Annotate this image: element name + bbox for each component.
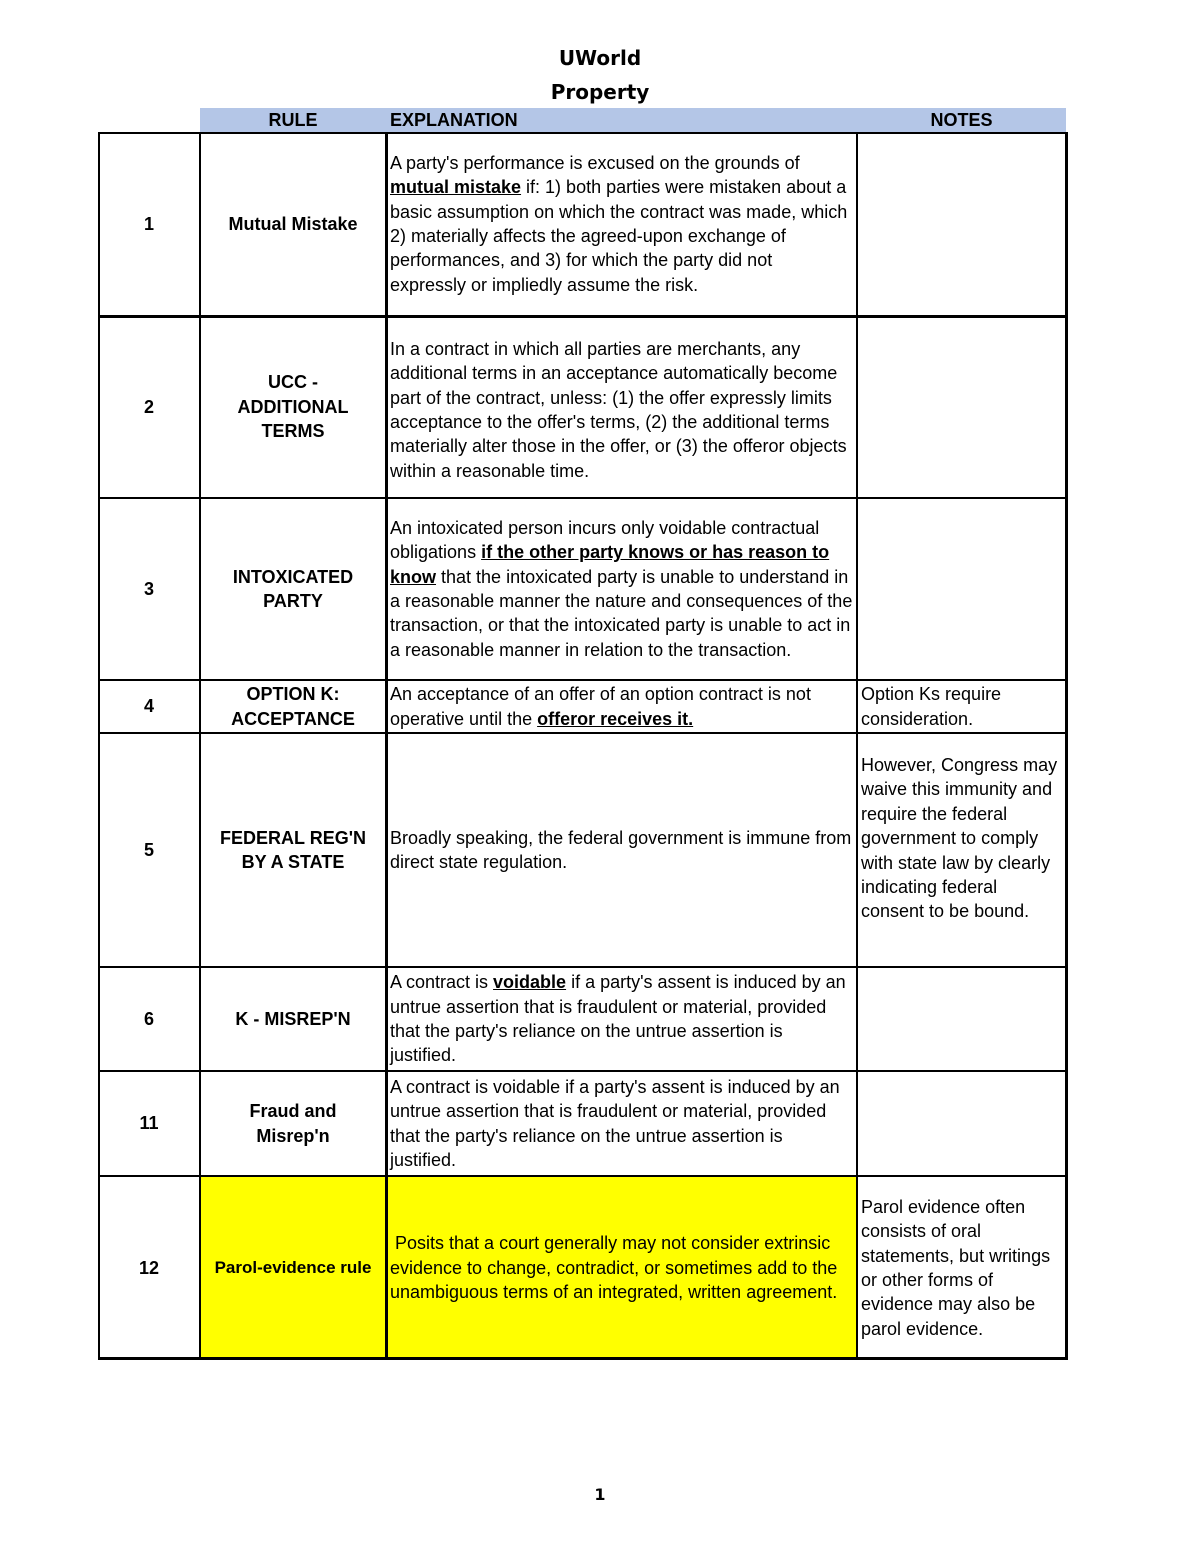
header-explanation: EXPLANATION (386, 108, 857, 132)
row-5-explanation: Broadly speaking, the federal government is immune from direct state regulation. (390, 827, 852, 872)
row-divider-5 (98, 966, 1068, 968)
row-2-number: 2 (143, 396, 154, 417)
row-1-explanation: A party's performance is excused on the grounds of mutual mistake if: 1) both parties were mistaken about a basic assumption on which the contract was made, which 2) materially affects the agreed-upon exchange of performances, and 3) for which the party did not expressly or impliedly assume the risk. (390, 152, 848, 295)
row-3-explanation: An intoxicated person incurs only voidable contractual obligations if the other party knows or has reason to know that the intoxicated party is unable to understand in a reasonable manner the nature and consequences of the transaction, or that the intoxicated party is unable to act in a reasonable manner in relation to the transaction. (390, 517, 853, 660)
row-12-rule: Parol-evidence rule (214, 1257, 372, 1277)
row-divider-7 (98, 1175, 1068, 1177)
row-12-explanation: Posits that a court generally may not consider extrinsic evidence to change, contradict, or sometimes add to the unambiguous terms of an integrated, written agreement. (390, 1233, 843, 1303)
row-12-notes: Parol evidence often consists of oral statements, but writings or other forms of evidence may also be parol evidence. (861, 1196, 1051, 1339)
rules-table (98, 132, 1068, 1360)
document-title: UWorld (558, 46, 642, 70)
row-11-rule: Fraud and Misrep'n (249, 1101, 337, 1146)
table-border-top (98, 132, 1068, 134)
row-2-rule: UCC - ADDITIONAL TERMS (237, 372, 349, 442)
row-3-rule: INTOXICATED PARTY (232, 566, 354, 611)
row-1-emphasis: mutual mistake (390, 177, 522, 198)
row-11-explanation: A contract is voidable if a party's assent is induced by an untrue assertion that is fraudulent or material, provided that the party's reliance on the untrue assertion is justified. (390, 1076, 840, 1170)
row-1-notes (857, 132, 1066, 316)
row-12-number: 12 (138, 1257, 160, 1278)
row-2-explanation: In a contract in which all parties are merchants, any additional terms in an acceptance automatically become part of the contract, unless: (1) the offer expressly limits acceptance to the offer's terms, (2) the additional terms materially alter those in the offer, or (3) the offeror objects within a reasonable time. (390, 338, 847, 481)
row-1-rule: Mutual Mistake (228, 213, 358, 234)
row-1-number: 1 (143, 213, 154, 234)
row-6-explanation: A contract is voidable if a party's assent is induced by an untrue assertion that is fraudulent or material, provided that the party's reliance on the untrue assertion is justified. (390, 972, 846, 1066)
row-divider-3 (98, 679, 1068, 681)
table-border-bottom (98, 1357, 1068, 1360)
row-divider-6 (98, 1070, 1068, 1072)
row-5-rule: FEDERAL REG'N BY A STATE (220, 827, 366, 872)
document-subtitle: Property (550, 80, 650, 104)
row-11-number: 11 (139, 1113, 159, 1134)
row-4-emphasis: offeror receives it. (537, 708, 694, 729)
row-3-number: 3 (143, 578, 154, 599)
row-4-rule: OPTION K: ACCEPTANCE (231, 684, 355, 729)
row-4-number: 4 (143, 696, 154, 717)
row-6-notes (857, 967, 1066, 1071)
row-divider-4 (98, 732, 1068, 734)
row-6-rule: K - MISREP'N (235, 1008, 351, 1029)
row-3-notes (857, 498, 1066, 680)
row-2-notes (857, 316, 1066, 498)
row-3-emphasis: if the other party knows or has reason to know (390, 542, 830, 587)
row-divider-1 (98, 315, 1068, 318)
row-4-notes: Option Ks require consideration. (861, 684, 1002, 729)
row-5-notes: However, Congress may waive this immunity and require the federal government to comply with state law by clearly indicating federal consent to be bound. (861, 755, 1058, 922)
row-4-explanation: An acceptance of an offer of an option contract is not operative until the offeror receives it. (390, 684, 811, 729)
header-rule: RULE (200, 108, 386, 132)
header-notes: NOTES (857, 108, 1066, 132)
page-number: 1 (594, 1485, 606, 1504)
row-5-number: 5 (143, 839, 154, 860)
row-6-emphasis: voidable (493, 972, 567, 993)
row-6-number: 6 (143, 1008, 154, 1029)
row-divider-2 (98, 497, 1068, 499)
row-11-notes (857, 1071, 1066, 1176)
